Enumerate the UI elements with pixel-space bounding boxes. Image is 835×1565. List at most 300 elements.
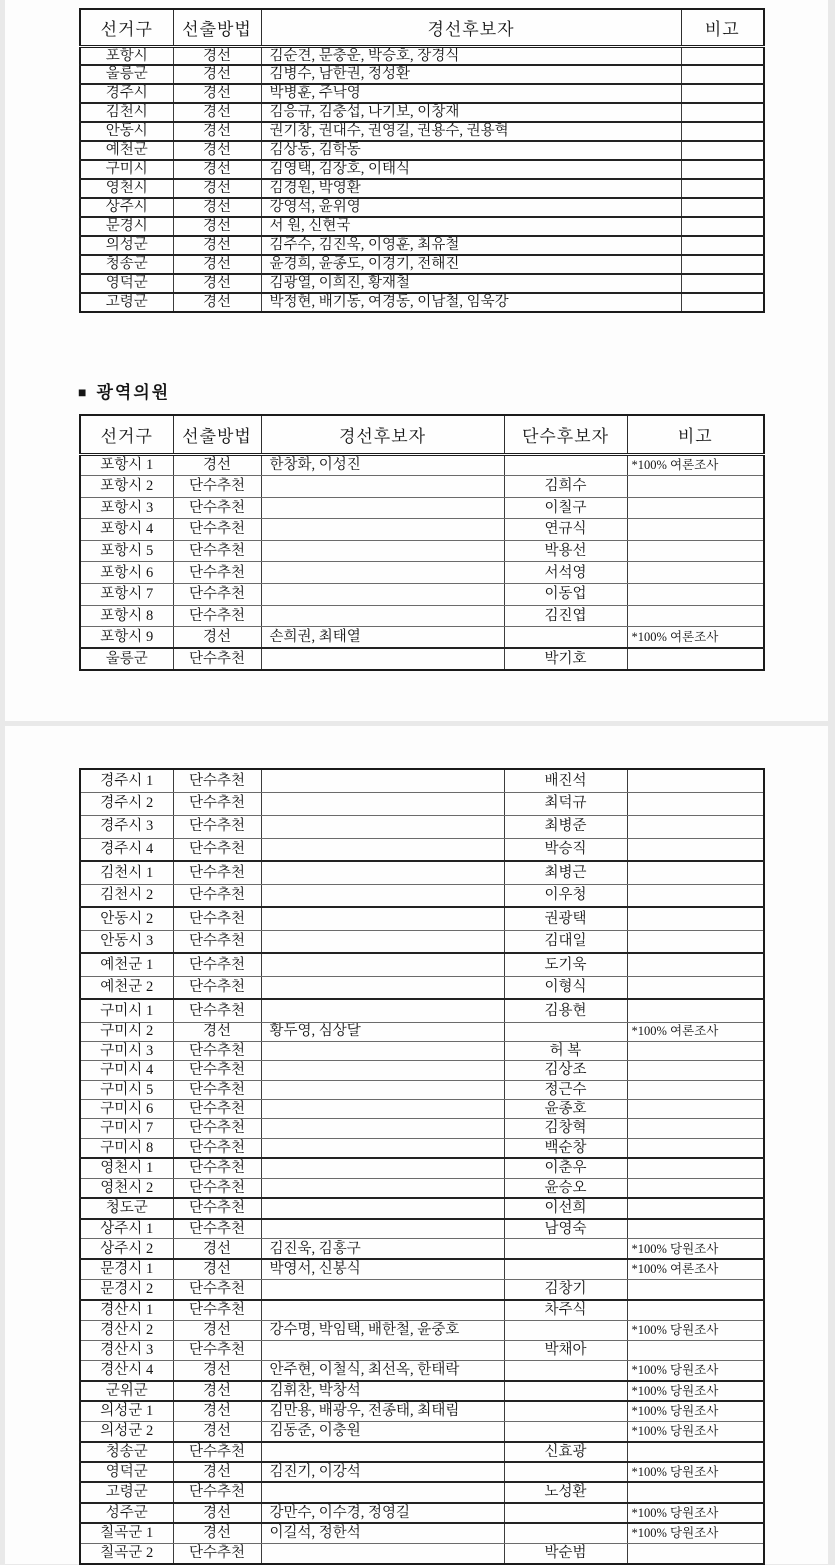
selection-method-cell: 단수추천	[173, 1543, 261, 1563]
selection-method-cell: 경선	[173, 141, 261, 160]
primary-candidates-cell: 김진기, 이강석	[261, 1462, 504, 1482]
primary-candidates-cell	[261, 648, 504, 670]
selection-method-cell: 단수추천	[173, 769, 261, 792]
district-cell: 포항시 7	[80, 584, 173, 606]
district-cell: 의성군 1	[80, 1401, 173, 1421]
column-header: 단수후보자	[504, 415, 627, 454]
remarks-cell: *100% 여론조사	[627, 454, 764, 476]
primary-candidates-cell	[261, 976, 504, 999]
column-header: 비고	[681, 9, 764, 46]
primary-candidates-cell: 이길석, 정한석	[261, 1523, 504, 1543]
district-cell: 포항시 3	[80, 497, 173, 519]
remarks-cell	[681, 103, 764, 122]
table-row	[80, 1259, 764, 1279]
remarks-cell	[681, 179, 764, 198]
table-row	[80, 1219, 764, 1239]
district-cell: 영천시	[80, 179, 173, 198]
primary-candidates-cell	[261, 815, 504, 838]
primary-candidates-cell	[261, 1482, 504, 1502]
single-candidate-cell	[504, 1503, 627, 1523]
district-cell: 경산시 3	[80, 1340, 173, 1360]
primary-candidates-cell	[261, 1442, 504, 1462]
district-cell: 청도군	[80, 1198, 173, 1218]
table-row	[80, 454, 764, 476]
selection-method-cell: 단수추천	[173, 884, 261, 907]
remarks-cell	[627, 648, 764, 670]
primary-candidates-cell	[261, 1219, 504, 1239]
primary-candidates-cell: 김주수, 김진욱, 이영훈, 최유철	[261, 236, 681, 255]
remarks-cell	[681, 122, 764, 141]
table-row	[80, 953, 764, 976]
single-candidate-cell: 서석영	[504, 562, 627, 584]
table-row	[80, 1119, 764, 1138]
selection-method-cell: 경선	[173, 236, 261, 255]
primary-candidates-cell	[261, 1280, 504, 1300]
table-row	[80, 274, 764, 293]
district-cell: 김천시 1	[80, 861, 173, 884]
remarks-cell: *100% 당원조사	[627, 1361, 764, 1381]
remarks-cell	[627, 1080, 764, 1099]
single-candidate-cell: 윤승오	[504, 1178, 627, 1198]
table-row	[80, 1198, 764, 1218]
district-cell: 포항시	[80, 46, 173, 65]
remarks-cell	[627, 1219, 764, 1239]
district-cell: 울릉군	[80, 648, 173, 670]
table-row	[80, 1158, 764, 1178]
district-cell: 경산시 1	[80, 1300, 173, 1320]
single-candidate-cell: 정근수	[504, 1080, 627, 1099]
primary-candidates-cell: 안주현, 이철식, 최선옥, 한태락	[261, 1361, 504, 1381]
document-page-2	[5, 726, 828, 1564]
remarks-cell	[681, 236, 764, 255]
single-candidate-cell: 최병준	[504, 815, 627, 838]
remarks-cell	[627, 584, 764, 606]
column-header: 선거구	[80, 415, 173, 454]
primary-candidates-cell	[261, 953, 504, 976]
district-cell: 안동시 3	[80, 930, 173, 953]
table-row	[80, 255, 764, 274]
table-row	[80, 584, 764, 606]
single-candidate-cell: 이칠구	[504, 497, 627, 519]
district-cell: 군위군	[80, 1381, 173, 1401]
district-cell: 구미시 1	[80, 999, 173, 1022]
district-cell: 예천군 1	[80, 953, 173, 976]
single-candidate-cell	[504, 1361, 627, 1381]
single-candidate-cell: 권광택	[504, 907, 627, 930]
table-row	[80, 1543, 764, 1563]
primary-candidates-cell	[261, 476, 504, 498]
table-row	[80, 1100, 764, 1119]
table-row	[80, 1482, 764, 1502]
selection-method-cell: 경선	[173, 1401, 261, 1421]
selection-method-cell: 경선	[173, 84, 261, 103]
remarks-cell	[627, 1138, 764, 1157]
selection-method-cell: 단수추천	[173, 907, 261, 930]
single-candidate-cell: 신효광	[504, 1442, 627, 1462]
primary-candidates-cell	[261, 1138, 504, 1157]
table-row	[80, 815, 764, 838]
remarks-cell	[627, 953, 764, 976]
table-row	[80, 884, 764, 907]
primary-candidates-cell: 강만수, 이수경, 정영길	[261, 1503, 504, 1523]
remarks-cell	[627, 1158, 764, 1178]
selection-method-cell: 경선	[173, 1462, 261, 1482]
primary-candidates-cell	[261, 1041, 504, 1060]
remarks-cell	[627, 1300, 764, 1320]
remarks-cell: *100% 당원조사	[627, 1239, 764, 1259]
remarks-cell	[627, 1100, 764, 1119]
table-row	[80, 562, 764, 584]
column-header: 선출방법	[173, 415, 261, 454]
remarks-cell	[681, 217, 764, 236]
selection-method-cell: 단수추천	[173, 1158, 261, 1178]
remarks-cell	[627, 976, 764, 999]
remarks-cell	[627, 1543, 764, 1563]
single-candidate-cell: 이춘우	[504, 1158, 627, 1178]
selection-method-cell: 단수추천	[173, 540, 261, 562]
primary-candidates-cell	[261, 1080, 504, 1099]
primary-candidates-cell: 김휘찬, 박창석	[261, 1381, 504, 1401]
table-row	[80, 1022, 764, 1041]
district-cell: 청송군	[80, 1442, 173, 1462]
selection-method-cell: 경선	[173, 122, 261, 141]
remarks-cell	[681, 84, 764, 103]
district-cell: 포항시 5	[80, 540, 173, 562]
primary-candidates-cell	[261, 497, 504, 519]
table-row	[80, 648, 764, 670]
primary-candidates-cell	[261, 1178, 504, 1198]
selection-method-cell: 단수추천	[173, 861, 261, 884]
single-candidate-cell	[504, 1462, 627, 1482]
primary-candidates-cell	[261, 907, 504, 930]
selection-method-cell: 경선	[173, 217, 261, 236]
single-candidate-cell	[504, 1381, 627, 1401]
remarks-cell: *100% 여론조사	[627, 1259, 764, 1279]
primary-candidates-cell	[261, 769, 504, 792]
remarks-cell	[681, 46, 764, 65]
single-candidate-cell: 김용현	[504, 999, 627, 1022]
primary-candidates-cell: 한창화, 이성진	[261, 454, 504, 476]
primary-candidates-table	[79, 8, 765, 313]
district-cell: 포항시 8	[80, 605, 173, 627]
table-row	[80, 930, 764, 953]
single-candidate-cell: 최병근	[504, 861, 627, 884]
district-cell: 문경시 2	[80, 1280, 173, 1300]
selection-method-cell: 경선	[173, 1320, 261, 1340]
district-cell: 구미시 2	[80, 1022, 173, 1041]
table-row	[80, 1320, 764, 1340]
primary-candidates-cell	[261, 540, 504, 562]
district-cell: 구미시 7	[80, 1119, 173, 1138]
single-candidate-cell	[504, 1239, 627, 1259]
table-row	[80, 1280, 764, 1300]
remarks-cell	[681, 160, 764, 179]
selection-method-cell: 경선	[173, 65, 261, 84]
primary-candidates-cell	[261, 1119, 504, 1138]
selection-method-cell: 단수추천	[173, 1100, 261, 1119]
remarks-cell	[627, 497, 764, 519]
section-title-text: 광역의원	[96, 383, 171, 402]
district-cell: 상주시	[80, 198, 173, 217]
primary-candidates-cell: 김만용, 배광우, 전종태, 최태림	[261, 1401, 504, 1421]
selection-method-cell: 단수추천	[173, 1061, 261, 1080]
table-row	[80, 1503, 764, 1523]
district-cell: 문경시	[80, 217, 173, 236]
selection-method-cell: 단수추천	[173, 476, 261, 498]
table-row	[80, 1523, 764, 1543]
primary-candidates-cell: 강영석, 윤위영	[261, 198, 681, 217]
district-cell: 포항시 9	[80, 627, 173, 649]
primary-candidates-cell: 김순견, 문충운, 박승호, 장경식	[261, 46, 681, 65]
single-candidate-cell: 이선희	[504, 1198, 627, 1218]
selection-method-cell: 경선	[173, 1239, 261, 1259]
selection-method-cell: 단수추천	[173, 792, 261, 815]
primary-candidates-cell: 박영서, 신봉식	[261, 1259, 504, 1279]
selection-method-cell: 단수추천	[173, 1300, 261, 1320]
table-row	[80, 179, 764, 198]
primary-candidates-cell	[261, 584, 504, 606]
remarks-cell	[627, 476, 764, 498]
remarks-cell	[627, 1198, 764, 1218]
primary-candidates-cell	[261, 838, 504, 861]
district-cell: 김천시	[80, 103, 173, 122]
table-row	[80, 1381, 764, 1401]
single-candidate-cell: 김창기	[504, 1280, 627, 1300]
primary-candidates-cell: 윤경희, 윤종도, 이경기, 전해진	[261, 255, 681, 274]
primary-candidates-cell: 손희권, 최태열	[261, 627, 504, 649]
table-row	[80, 1361, 764, 1381]
column-header: 선출방법	[173, 9, 261, 46]
single-candidate-cell	[504, 454, 627, 476]
column-header: 경선후보자	[261, 9, 681, 46]
single-candidate-cell: 백순창	[504, 1138, 627, 1157]
table-row	[80, 65, 764, 84]
primary-candidates-cell	[261, 562, 504, 584]
table-row	[80, 627, 764, 649]
table-row	[80, 1178, 764, 1198]
selection-method-cell: 단수추천	[173, 562, 261, 584]
remarks-cell	[627, 930, 764, 953]
table-row	[80, 769, 764, 792]
table-row	[80, 1462, 764, 1482]
selection-method-cell: 단수추천	[173, 976, 261, 999]
district-cell: 구미시	[80, 160, 173, 179]
remarks-cell	[627, 838, 764, 861]
single-candidate-cell: 이동업	[504, 584, 627, 606]
single-candidate-cell: 연규식	[504, 519, 627, 541]
selection-method-cell: 단수추천	[173, 648, 261, 670]
single-candidate-cell: 박용선	[504, 540, 627, 562]
table-row	[80, 46, 764, 65]
district-cell: 경주시 4	[80, 838, 173, 861]
table-row	[80, 1300, 764, 1320]
single-candidate-cell	[504, 1523, 627, 1543]
single-candidate-cell: 박채아	[504, 1340, 627, 1360]
single-candidate-cell	[504, 627, 627, 649]
remarks-cell	[627, 999, 764, 1022]
district-cell: 문경시 1	[80, 1259, 173, 1279]
selection-method-cell: 단수추천	[173, 953, 261, 976]
section-title-regional-council	[78, 382, 170, 406]
table-row	[80, 160, 764, 179]
primary-candidates-cell	[261, 1158, 504, 1178]
district-cell: 영천시 2	[80, 1178, 173, 1198]
district-cell: 의성군 2	[80, 1422, 173, 1442]
table-row	[80, 1061, 764, 1080]
single-candidate-cell: 김창혁	[504, 1119, 627, 1138]
district-cell: 포항시 1	[80, 454, 173, 476]
district-cell: 예천군 2	[80, 976, 173, 999]
remarks-cell	[627, 540, 764, 562]
remarks-cell	[681, 141, 764, 160]
primary-candidates-cell: 김동준, 이충원	[261, 1422, 504, 1442]
selection-method-cell: 경선	[173, 255, 261, 274]
table-row	[80, 103, 764, 122]
selection-method-cell: 경선	[173, 103, 261, 122]
primary-candidates-cell: 권기창, 권대수, 권영길, 권용수, 권용혁	[261, 122, 681, 141]
table-row	[80, 293, 764, 312]
district-cell: 경산시 4	[80, 1361, 173, 1381]
primary-candidates-cell	[261, 605, 504, 627]
district-cell: 칠곡군 1	[80, 1523, 173, 1543]
selection-method-cell: 경선	[173, 293, 261, 312]
table-row	[80, 861, 764, 884]
remarks-cell	[627, 1041, 764, 1060]
single-candidate-cell: 김희수	[504, 476, 627, 498]
district-cell: 영덕군	[80, 274, 173, 293]
single-candidate-cell: 이형식	[504, 976, 627, 999]
table-row	[80, 1340, 764, 1360]
selection-method-cell: 단수추천	[173, 1280, 261, 1300]
primary-candidates-cell	[261, 1300, 504, 1320]
remarks-cell: *100% 여론조사	[627, 627, 764, 649]
selection-method-cell: 경선	[173, 46, 261, 65]
single-candidate-cell: 배진석	[504, 769, 627, 792]
remarks-cell	[627, 1178, 764, 1198]
remarks-cell: *100% 당원조사	[627, 1320, 764, 1340]
district-cell: 경주시	[80, 84, 173, 103]
single-candidate-cell: 도기욱	[504, 953, 627, 976]
remarks-cell: *100% 당원조사	[627, 1523, 764, 1543]
table-row	[80, 792, 764, 815]
primary-candidates-cell	[261, 1061, 504, 1080]
district-cell: 안동시	[80, 122, 173, 141]
table-row	[80, 1401, 764, 1421]
regional-council-table-page2	[79, 768, 765, 1565]
table-row	[80, 540, 764, 562]
single-candidate-cell: 박기호	[504, 648, 627, 670]
table-row	[80, 141, 764, 160]
selection-method-cell: 경선	[173, 198, 261, 217]
remarks-cell: *100% 여론조사	[627, 1022, 764, 1041]
column-header: 경선후보자	[261, 415, 504, 454]
selection-method-cell: 경선	[173, 1422, 261, 1442]
table-row	[80, 605, 764, 627]
district-cell: 구미시 8	[80, 1138, 173, 1157]
selection-method-cell: 경선	[173, 179, 261, 198]
remarks-cell: *100% 당원조사	[627, 1462, 764, 1482]
table-row	[80, 999, 764, 1022]
district-cell: 구미시 5	[80, 1080, 173, 1099]
district-cell: 청송군	[80, 255, 173, 274]
primary-candidates-cell: 김영택, 김장호, 이태식	[261, 160, 681, 179]
selection-method-cell: 단수추천	[173, 1340, 261, 1360]
remarks-cell	[627, 605, 764, 627]
remarks-cell	[627, 907, 764, 930]
document-page-1	[5, 0, 828, 721]
table-row	[80, 519, 764, 541]
selection-method-cell: 단수추천	[173, 1041, 261, 1060]
selection-method-cell: 단수추천	[173, 838, 261, 861]
remarks-cell	[681, 293, 764, 312]
remarks-cell: *100% 당원조사	[627, 1503, 764, 1523]
single-candidate-cell: 노성환	[504, 1482, 627, 1502]
table-header	[80, 415, 764, 454]
selection-method-cell: 단수추천	[173, 1178, 261, 1198]
district-cell: 상주시 1	[80, 1219, 173, 1239]
district-cell: 경주시 2	[80, 792, 173, 815]
single-candidate-cell	[504, 1401, 627, 1421]
district-cell: 고령군	[80, 293, 173, 312]
district-cell: 포항시 2	[80, 476, 173, 498]
district-cell: 칠곡군 2	[80, 1543, 173, 1563]
primary-candidates-cell: 김상동, 김학동	[261, 141, 681, 160]
selection-method-cell: 단수추천	[173, 1442, 261, 1462]
single-candidate-cell: 최덕규	[504, 792, 627, 815]
single-candidate-cell: 허 복	[504, 1041, 627, 1060]
remarks-cell	[627, 792, 764, 815]
primary-candidates-cell: 박정현, 배기동, 여경동, 이남철, 임욱강	[261, 293, 681, 312]
remarks-cell	[627, 1119, 764, 1138]
table-row	[80, 217, 764, 236]
primary-candidates-cell	[261, 1543, 504, 1563]
selection-method-cell: 경선	[173, 454, 261, 476]
selection-method-cell: 경선	[173, 160, 261, 179]
single-candidate-cell: 김상조	[504, 1061, 627, 1080]
table-row	[80, 84, 764, 103]
district-cell: 김천시 2	[80, 884, 173, 907]
selection-method-cell: 단수추천	[173, 815, 261, 838]
single-candidate-cell: 김진엽	[504, 605, 627, 627]
primary-candidates-cell: 황두영, 심상달	[261, 1022, 504, 1041]
square-bullet-icon: ■	[78, 386, 87, 401]
table-row	[80, 497, 764, 519]
selection-method-cell: 단수추천	[173, 1138, 261, 1157]
selection-method-cell: 단수추천	[173, 497, 261, 519]
selection-method-cell: 경선	[173, 1503, 261, 1523]
district-cell: 포항시 4	[80, 519, 173, 541]
primary-candidates-cell	[261, 792, 504, 815]
table-row	[80, 907, 764, 930]
selection-method-cell: 단수추천	[173, 999, 261, 1022]
table-row	[80, 236, 764, 255]
remarks-cell	[627, 1482, 764, 1502]
district-cell: 영천시 1	[80, 1158, 173, 1178]
remarks-cell	[681, 255, 764, 274]
district-cell: 울릉군	[80, 65, 173, 84]
selection-method-cell: 단수추천	[173, 605, 261, 627]
primary-candidates-cell: 박병훈, 주낙영	[261, 84, 681, 103]
single-candidate-cell: 박승직	[504, 838, 627, 861]
single-candidate-cell: 차주식	[504, 1300, 627, 1320]
district-cell: 안동시 2	[80, 907, 173, 930]
table-row	[80, 1422, 764, 1442]
primary-candidates-cell	[261, 519, 504, 541]
primary-candidates-cell	[261, 884, 504, 907]
single-candidate-cell: 윤종호	[504, 1100, 627, 1119]
table-row	[80, 1080, 764, 1099]
selection-method-cell: 경선	[173, 1381, 261, 1401]
